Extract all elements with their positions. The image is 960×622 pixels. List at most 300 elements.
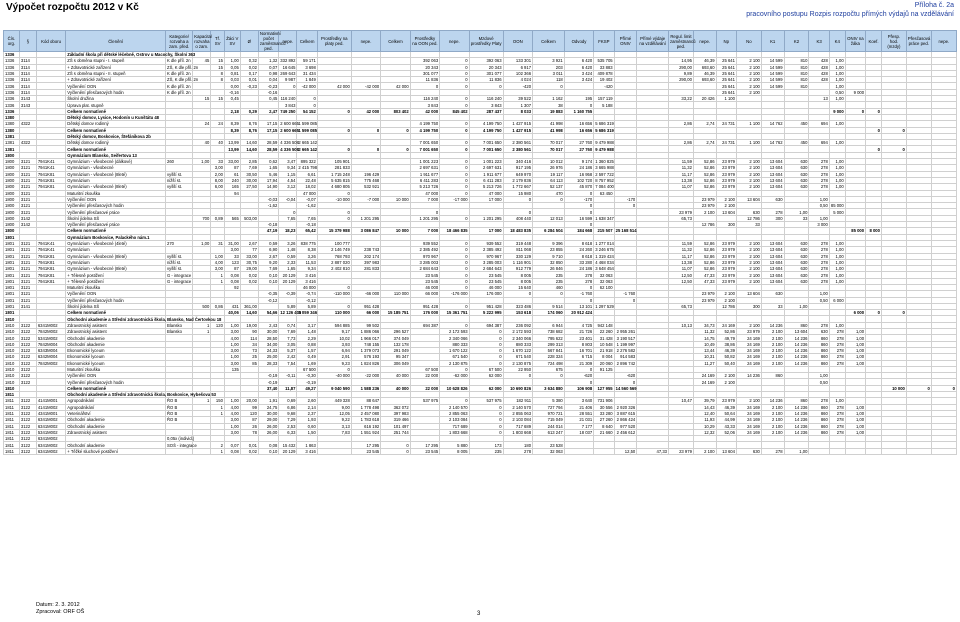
table-cell: 1810 <box>4 366 20 372</box>
table-cell: 0 <box>614 203 637 209</box>
table-cell: 537 975 <box>469 398 503 404</box>
table-cell: 450 <box>784 140 809 146</box>
table-cell: 2 100 <box>761 404 784 410</box>
table-cell: 50,40 <box>716 360 736 366</box>
table-cell: 409 878 <box>594 70 614 76</box>
table-cell: 2 100 <box>736 184 761 190</box>
table-row <box>4 448 957 454</box>
table-cell: 3,26 <box>279 240 297 246</box>
table-cell: 1,00 <box>829 83 845 89</box>
table-cell: 3,00 <box>224 429 240 435</box>
table-cell: 0,50 <box>809 203 829 209</box>
table-cell: 2 103 084 <box>440 417 469 423</box>
table-cell: Gymnázium <box>66 177 166 183</box>
footer-author: Zpracoval: ORF OŠ <box>36 609 85 615</box>
page-number: 3 <box>477 611 481 617</box>
table-cell: 1811 <box>4 442 20 448</box>
table-cell: 0,07 <box>258 64 278 70</box>
table-cell: 1,00 <box>211 253 225 259</box>
table-cell: 20 426 <box>693 96 716 102</box>
table-cell: 3121 <box>19 209 36 215</box>
table-cell: 2,85 <box>240 159 258 165</box>
table-cell: 1,00 <box>809 196 829 202</box>
table-cell: 1810 <box>4 373 20 379</box>
table-cell: 2 100 <box>761 360 784 366</box>
table-cell: 693,60 <box>693 77 716 83</box>
table-cell: 184 668 <box>564 228 593 234</box>
table-cell: 2 103 084 <box>503 417 532 423</box>
table-cell: 860 <box>809 341 829 347</box>
table-cell: 15 <box>193 96 211 102</box>
table-cell: 8 618 <box>564 240 593 246</box>
table-cell: 1800 <box>4 215 20 221</box>
table-cell: 33 <box>784 215 809 221</box>
table-cell: 1801 <box>4 266 20 272</box>
table-cell: 3 887 615 <box>614 410 637 416</box>
table-cell: 118 <box>533 77 565 83</box>
table-cell: 0,01 <box>240 442 258 448</box>
table-cell: 1 551 924 <box>351 429 380 435</box>
table-cell: 5 686 319 <box>595 127 614 133</box>
table-cell: 3 086 847 <box>351 228 380 234</box>
table-cell: K dle příl. 2n <box>166 70 193 76</box>
table-cell: 40,06 <box>224 310 240 316</box>
table-cell: 1810 <box>4 360 20 366</box>
table-cell: 845 402 <box>440 108 469 114</box>
table-cell: 16 701 <box>564 347 593 353</box>
table-cell: 24 169 <box>736 417 761 423</box>
table-cell: 1336 <box>4 70 20 76</box>
table-cell: 6 284 504 <box>533 228 565 234</box>
table-cell: 6 420 <box>564 58 593 64</box>
table-cell: 23 979 <box>716 177 736 183</box>
table-cell: 1 160 755 <box>564 108 593 114</box>
column-header: Kód oboru <box>36 31 65 52</box>
table-cell: 912 779 <box>503 266 532 272</box>
table-cell: 428 <box>809 77 829 83</box>
table-cell <box>809 448 829 454</box>
table-cell: 2 140 570 <box>440 404 469 410</box>
table-cell: 3,00 <box>224 360 240 366</box>
table-cell: 1,00 <box>845 404 865 410</box>
table-cell: 917 195 <box>503 165 532 171</box>
table-cell: 630 <box>784 184 809 190</box>
table-cell: 281 833 <box>351 266 380 272</box>
table-cell: 13 604 <box>761 177 784 183</box>
table-cell: 27 760 <box>564 140 593 146</box>
table-cell: 59 171 <box>297 58 317 64</box>
table-cell: 1 911 677 <box>469 171 503 177</box>
table-cell: 503,00 <box>240 215 258 221</box>
table-cell: 7,69 <box>258 266 278 272</box>
table-cell: 23 979 <box>716 247 736 253</box>
table-cell: 2 276 582 <box>614 347 637 353</box>
table-cell: 11 836 <box>410 77 439 83</box>
table-cell: 101 497 <box>381 423 410 429</box>
table-cell: 567 841 <box>533 347 565 353</box>
table-cell: 500 <box>193 303 211 309</box>
table-cell: 0 <box>866 108 882 114</box>
table-cell: 3121 <box>19 297 36 303</box>
table-cell: 2,42 <box>279 354 297 360</box>
table-cell: 46 000 <box>410 284 439 290</box>
table-cell: 7941K41 <box>36 159 65 165</box>
table-cell: 1 <box>193 398 211 404</box>
table-cell: 14 599 <box>761 77 784 83</box>
column-header: K4 <box>829 31 845 52</box>
table-cell: -0,18 <box>258 222 278 228</box>
table-cell: + Zdravotnické zařízení <box>66 77 166 83</box>
table-cell: Obchodní akademie a Střední zdravotnická škola, Blansko, Nad Čertovkou 18 <box>67 316 222 322</box>
table-cell: 87 <box>240 417 258 423</box>
table-cell: 33,00 <box>224 159 240 165</box>
table-cell: 0 <box>440 322 469 328</box>
table-cell: 715 049 <box>533 417 565 423</box>
table-cell: 30 556 <box>594 404 614 410</box>
table-cell: 0,02 <box>240 272 258 278</box>
table-cell: 3122 <box>19 429 36 435</box>
table-cell: K dle příl. 2n <box>166 89 193 95</box>
table-cell: 52,86 <box>693 159 716 165</box>
column-header: nepe. <box>693 31 716 52</box>
table-cell: 7941K41 <box>36 240 65 246</box>
table-cell: 0 <box>881 127 906 133</box>
table-cell: 0 <box>564 366 593 372</box>
table-cell: 2 340 066 <box>503 335 532 341</box>
table-cell: 3 285 003 <box>410 259 439 265</box>
table-cell: 20 129 <box>279 448 297 454</box>
table-cell: 1380 <box>4 127 20 133</box>
table-cell: 1 427 915 <box>503 127 532 133</box>
table-cell: 23 979 <box>716 398 736 404</box>
table-cell: 0,08 <box>258 442 278 448</box>
table-cell: Gymnázium <box>66 247 166 253</box>
table-cell: 939 552 <box>410 240 439 246</box>
table-cell: 12,32 <box>693 429 716 435</box>
table-cell: 3 424 <box>564 70 593 76</box>
table-cell: 2 955 261 <box>614 329 637 335</box>
column-header: K2 <box>784 31 809 52</box>
table-cell: 1,00 <box>829 398 845 404</box>
table-cell: 1 297 529 <box>595 304 614 310</box>
table-cell: 0,17 <box>240 70 258 76</box>
table-cell: Celkem normativně <box>66 108 166 114</box>
table-cell: 40 <box>193 140 211 146</box>
table-cell: 2 697 631 <box>469 165 503 171</box>
table-cell: 0 <box>866 146 882 152</box>
table-cell: 4 199 750 <box>410 121 439 127</box>
table-cell: 94 <box>224 190 240 196</box>
table-cell: -0,12 <box>297 297 317 303</box>
table-cell: -0,19 <box>258 379 278 385</box>
table-cell: 150 <box>211 398 225 404</box>
table-cell: 278 <box>809 171 829 177</box>
table-cell: 7,54 <box>279 360 297 366</box>
table-cell: 24,33 <box>258 347 278 353</box>
table-cell: 6,86 <box>279 404 297 410</box>
table-cell: 2 100 <box>761 347 784 353</box>
table-cell: 87 <box>224 266 240 272</box>
table-cell: G - integrace <box>167 272 192 278</box>
table-cell: 0,69 <box>279 398 297 404</box>
table-cell: 33 <box>224 253 240 259</box>
column-header: nepe. <box>279 31 297 52</box>
table-cell: 3121 <box>19 272 36 278</box>
table-cell: 0,03 <box>224 77 240 83</box>
table-cell: Ekonomické lyceum <box>66 360 166 366</box>
table-cell: 1 <box>211 404 225 410</box>
table-cell: -0,18 <box>297 222 317 228</box>
table-cell: 19 402 <box>594 77 614 83</box>
table-cell: 18 483 835 <box>503 228 532 234</box>
table-cell: 630 <box>784 266 809 272</box>
table-cell: 630 <box>784 165 809 171</box>
table-cell: 970 721 <box>533 410 565 416</box>
table-cell: 278 <box>503 448 532 454</box>
table-cell: 1811 <box>4 398 20 404</box>
table-cell: 21 660 <box>594 429 614 435</box>
table-cell: 14 236 <box>761 322 784 328</box>
table-cell <box>866 448 882 454</box>
table-cell: 1,00 <box>784 448 809 454</box>
table-cell: 1,00 <box>829 272 845 278</box>
table-cell: 1 638 347 <box>595 215 614 221</box>
table-cell: 11,53 <box>297 259 317 265</box>
table-cell: 287 437 <box>469 108 503 114</box>
table-cell: 4 199 750 <box>469 127 503 133</box>
table-cell: 0 <box>564 102 593 108</box>
table-cell: 24 731 <box>716 140 736 146</box>
table-cell: 970 967 <box>469 253 503 259</box>
table-cell: 3122 <box>19 366 36 372</box>
table-cell: 0 <box>931 385 956 391</box>
table-cell: 0 <box>469 347 503 353</box>
table-cell: 42 000 <box>381 83 410 89</box>
table-cell: 860 <box>809 417 829 423</box>
table-cell: 39,79 <box>693 398 716 404</box>
table-cell: 41 998 <box>533 121 565 127</box>
table-cell: 2 896 742 <box>614 360 637 366</box>
table-cell: 0 <box>440 159 469 165</box>
table-cell: 17,94 <box>258 177 278 183</box>
table-cell: 13 604 <box>761 240 784 246</box>
table-cell: 281 833 <box>317 165 351 171</box>
table-cell: 5,37 <box>279 347 297 353</box>
table-cell: 18,23 <box>279 228 297 234</box>
table-cell: 1811 <box>4 423 20 429</box>
table-cell: 8,38 <box>297 247 317 253</box>
table-cell: 3121 <box>19 247 36 253</box>
table-cell: 182 911 <box>503 398 532 404</box>
table-cell: 2,37 <box>297 410 317 416</box>
table-cell: 775 468 <box>351 177 380 183</box>
table-cell: 5 000 <box>829 209 845 215</box>
table-cell: Agropodnikání <box>66 404 166 410</box>
table-cell: 3121 <box>19 291 36 297</box>
table-cell: Maturitní zkouška <box>66 366 166 372</box>
table-cell: 22,48 <box>297 177 317 183</box>
table-cell: 1811 <box>4 436 20 442</box>
table-cell: 11 836 <box>469 77 503 83</box>
table-cell: Obchodní akademie <box>66 423 166 429</box>
table-cell: 1,00 <box>829 253 845 259</box>
table-cell: 11,59 <box>668 240 693 246</box>
table-cell: 278 <box>829 347 845 353</box>
table-cell: -10 000 <box>317 196 351 202</box>
table-cell: 3,00 <box>224 417 240 423</box>
table-cell: 14 236 <box>784 429 809 435</box>
table-cell: 2,33 <box>279 259 297 265</box>
table-cell: 0,10 <box>258 278 278 284</box>
table-cell: 30,00 <box>258 329 278 335</box>
table-cell: 3121 <box>19 159 36 165</box>
table-cell: 4 024 <box>503 77 532 83</box>
table-cell: 196 429 <box>351 171 380 177</box>
table-cell: 1800 <box>4 196 20 202</box>
table-cell: 2 340 066 <box>440 335 469 341</box>
table-cell: 1 670 122 <box>440 347 469 353</box>
table-cell: 0,29 <box>240 108 258 114</box>
table-cell: 22 000 <box>410 373 439 379</box>
table-cell: 3121 <box>19 196 36 202</box>
table-cell: 768 793 <box>317 253 351 259</box>
table-cell: 0 <box>469 354 503 360</box>
table-cell: 28,59 <box>258 146 278 152</box>
table-cell: 10,02 <box>317 335 351 341</box>
table-cell: 613 247 <box>533 429 565 435</box>
table-cell: Školní jídelna SŠ <box>66 303 166 309</box>
table-cell: 1800 <box>4 184 20 190</box>
table-cell: 0,01 <box>240 77 258 83</box>
table-cell: 3114 <box>19 70 36 76</box>
table-cell: 14 236 <box>784 341 809 347</box>
table-cell: 240 <box>224 177 240 183</box>
page-subheader <box>746 1 954 19</box>
table-cell: 38 <box>533 102 565 108</box>
table-cell: 0 <box>533 196 565 202</box>
table-cell: 176 000 <box>410 310 439 316</box>
table-cell: 2 100 <box>761 329 784 335</box>
table-cell: 54 152 <box>297 108 317 114</box>
table-cell: 3114 <box>19 58 36 64</box>
table-cell: 173 <box>469 442 503 448</box>
table-cell: 23 979 <box>693 297 716 303</box>
table-cell: 1801 <box>4 272 20 278</box>
table-cell: 6,00 <box>211 184 225 190</box>
table-cell: 1,00 <box>809 373 829 379</box>
table-cell: 52,06 <box>716 429 736 435</box>
table-cell: 63 450 <box>594 190 614 196</box>
table-cell: 23 979 <box>716 272 736 278</box>
column-header: Mzdové prostředky Platy <box>469 31 503 52</box>
table-cell: 15 379 988 <box>317 228 351 234</box>
table-cell: 157 119 <box>594 96 614 102</box>
table-cell: 5 222 995 <box>469 310 503 316</box>
table-cell: 25 641 <box>716 58 736 64</box>
table-cell: 2 100 <box>736 278 761 284</box>
table-cell: 6341M002 <box>36 448 65 454</box>
table-cell: -0,11 <box>279 373 297 379</box>
table-cell: 0 <box>881 146 906 152</box>
table-cell: 38,86 <box>716 341 736 347</box>
table-cell: 43,33 <box>716 423 736 429</box>
table-cell: 77 <box>240 247 258 253</box>
table-cell: 0 <box>440 96 469 102</box>
table-cell: 24,75 <box>258 404 278 410</box>
table-cell: 1 588 236 <box>351 385 380 391</box>
table-cell: 0 <box>440 127 469 133</box>
table-cell: 3122 <box>19 423 36 429</box>
table-cell: 630 <box>784 247 809 253</box>
table-cell: 10,49 <box>693 341 716 347</box>
table-cell: 61 <box>224 171 240 177</box>
table-cell: 14,75 <box>693 335 716 341</box>
table-cell: 11,32 <box>668 165 693 171</box>
table-cell: 0 <box>440 247 469 253</box>
table-cell: 23 979 <box>668 448 693 454</box>
table-cell: 1810 <box>4 322 20 328</box>
table-cell: 23 979 <box>736 329 761 335</box>
table-cell: 42 000 <box>351 108 380 114</box>
table-cell: 1,00 <box>224 322 240 328</box>
table-cell: 6,33 <box>279 429 297 435</box>
table-cell: -62 000 <box>440 373 469 379</box>
table-cell: 1 001 223 <box>410 159 439 165</box>
table-cell: 860 <box>809 410 829 416</box>
table-cell: 1 201 295 <box>469 215 503 221</box>
table-cell: 11,07 <box>668 266 693 272</box>
table-cell: 470 <box>533 190 565 196</box>
table-cell: 260 <box>166 159 193 165</box>
table-cell: 1801 <box>4 310 20 316</box>
table-cell: 18 037 <box>564 429 593 435</box>
table-cell: 1801 <box>4 278 20 284</box>
column-header: No <box>736 31 761 52</box>
table-cell: -176 000 <box>440 291 469 297</box>
table-cell: 1801 <box>4 259 20 265</box>
table-cell: 6343M004 <box>36 347 65 353</box>
table-cell: 0,10 <box>258 272 278 278</box>
table-cell: 47 000 <box>410 190 439 196</box>
table-cell: 319 448 <box>503 240 532 246</box>
table-cell: 25 641 <box>716 70 736 76</box>
table-cell: 8 004 <box>594 354 614 360</box>
table-cell: 33,00 <box>240 253 258 259</box>
table-cell: + Zdravotnické zařízení <box>66 64 166 70</box>
table-cell: 0,50 <box>829 89 845 95</box>
table-cell: 0 <box>440 278 469 284</box>
table-cell: 7 177 <box>564 423 593 429</box>
table-cell: 3121 <box>19 259 36 265</box>
table-cell: 306 049 <box>381 360 410 366</box>
table-cell: 1 427 915 <box>503 121 532 127</box>
table-cell: 1,00 <box>845 423 865 429</box>
table-cell: 1 <box>211 410 225 416</box>
table-cell: 1,65 <box>258 165 278 171</box>
table-cell: 3122 <box>19 442 36 448</box>
table-cell: 14 236 <box>784 423 809 429</box>
table-cell: 1,00 <box>829 184 845 190</box>
table-cell: -1 760 <box>614 291 637 297</box>
table-cell: 23 855 <box>533 247 565 253</box>
table-cell: 2 100 <box>736 70 761 76</box>
table-cell: 24 169 <box>693 373 716 379</box>
table-cell: 13 604 <box>784 329 809 335</box>
table-cell: 9,00 <box>317 404 351 410</box>
table-cell: 17 000 <box>469 228 503 234</box>
table-cell: 0,49 <box>297 354 317 360</box>
table-cell: 1,00 <box>829 77 845 83</box>
